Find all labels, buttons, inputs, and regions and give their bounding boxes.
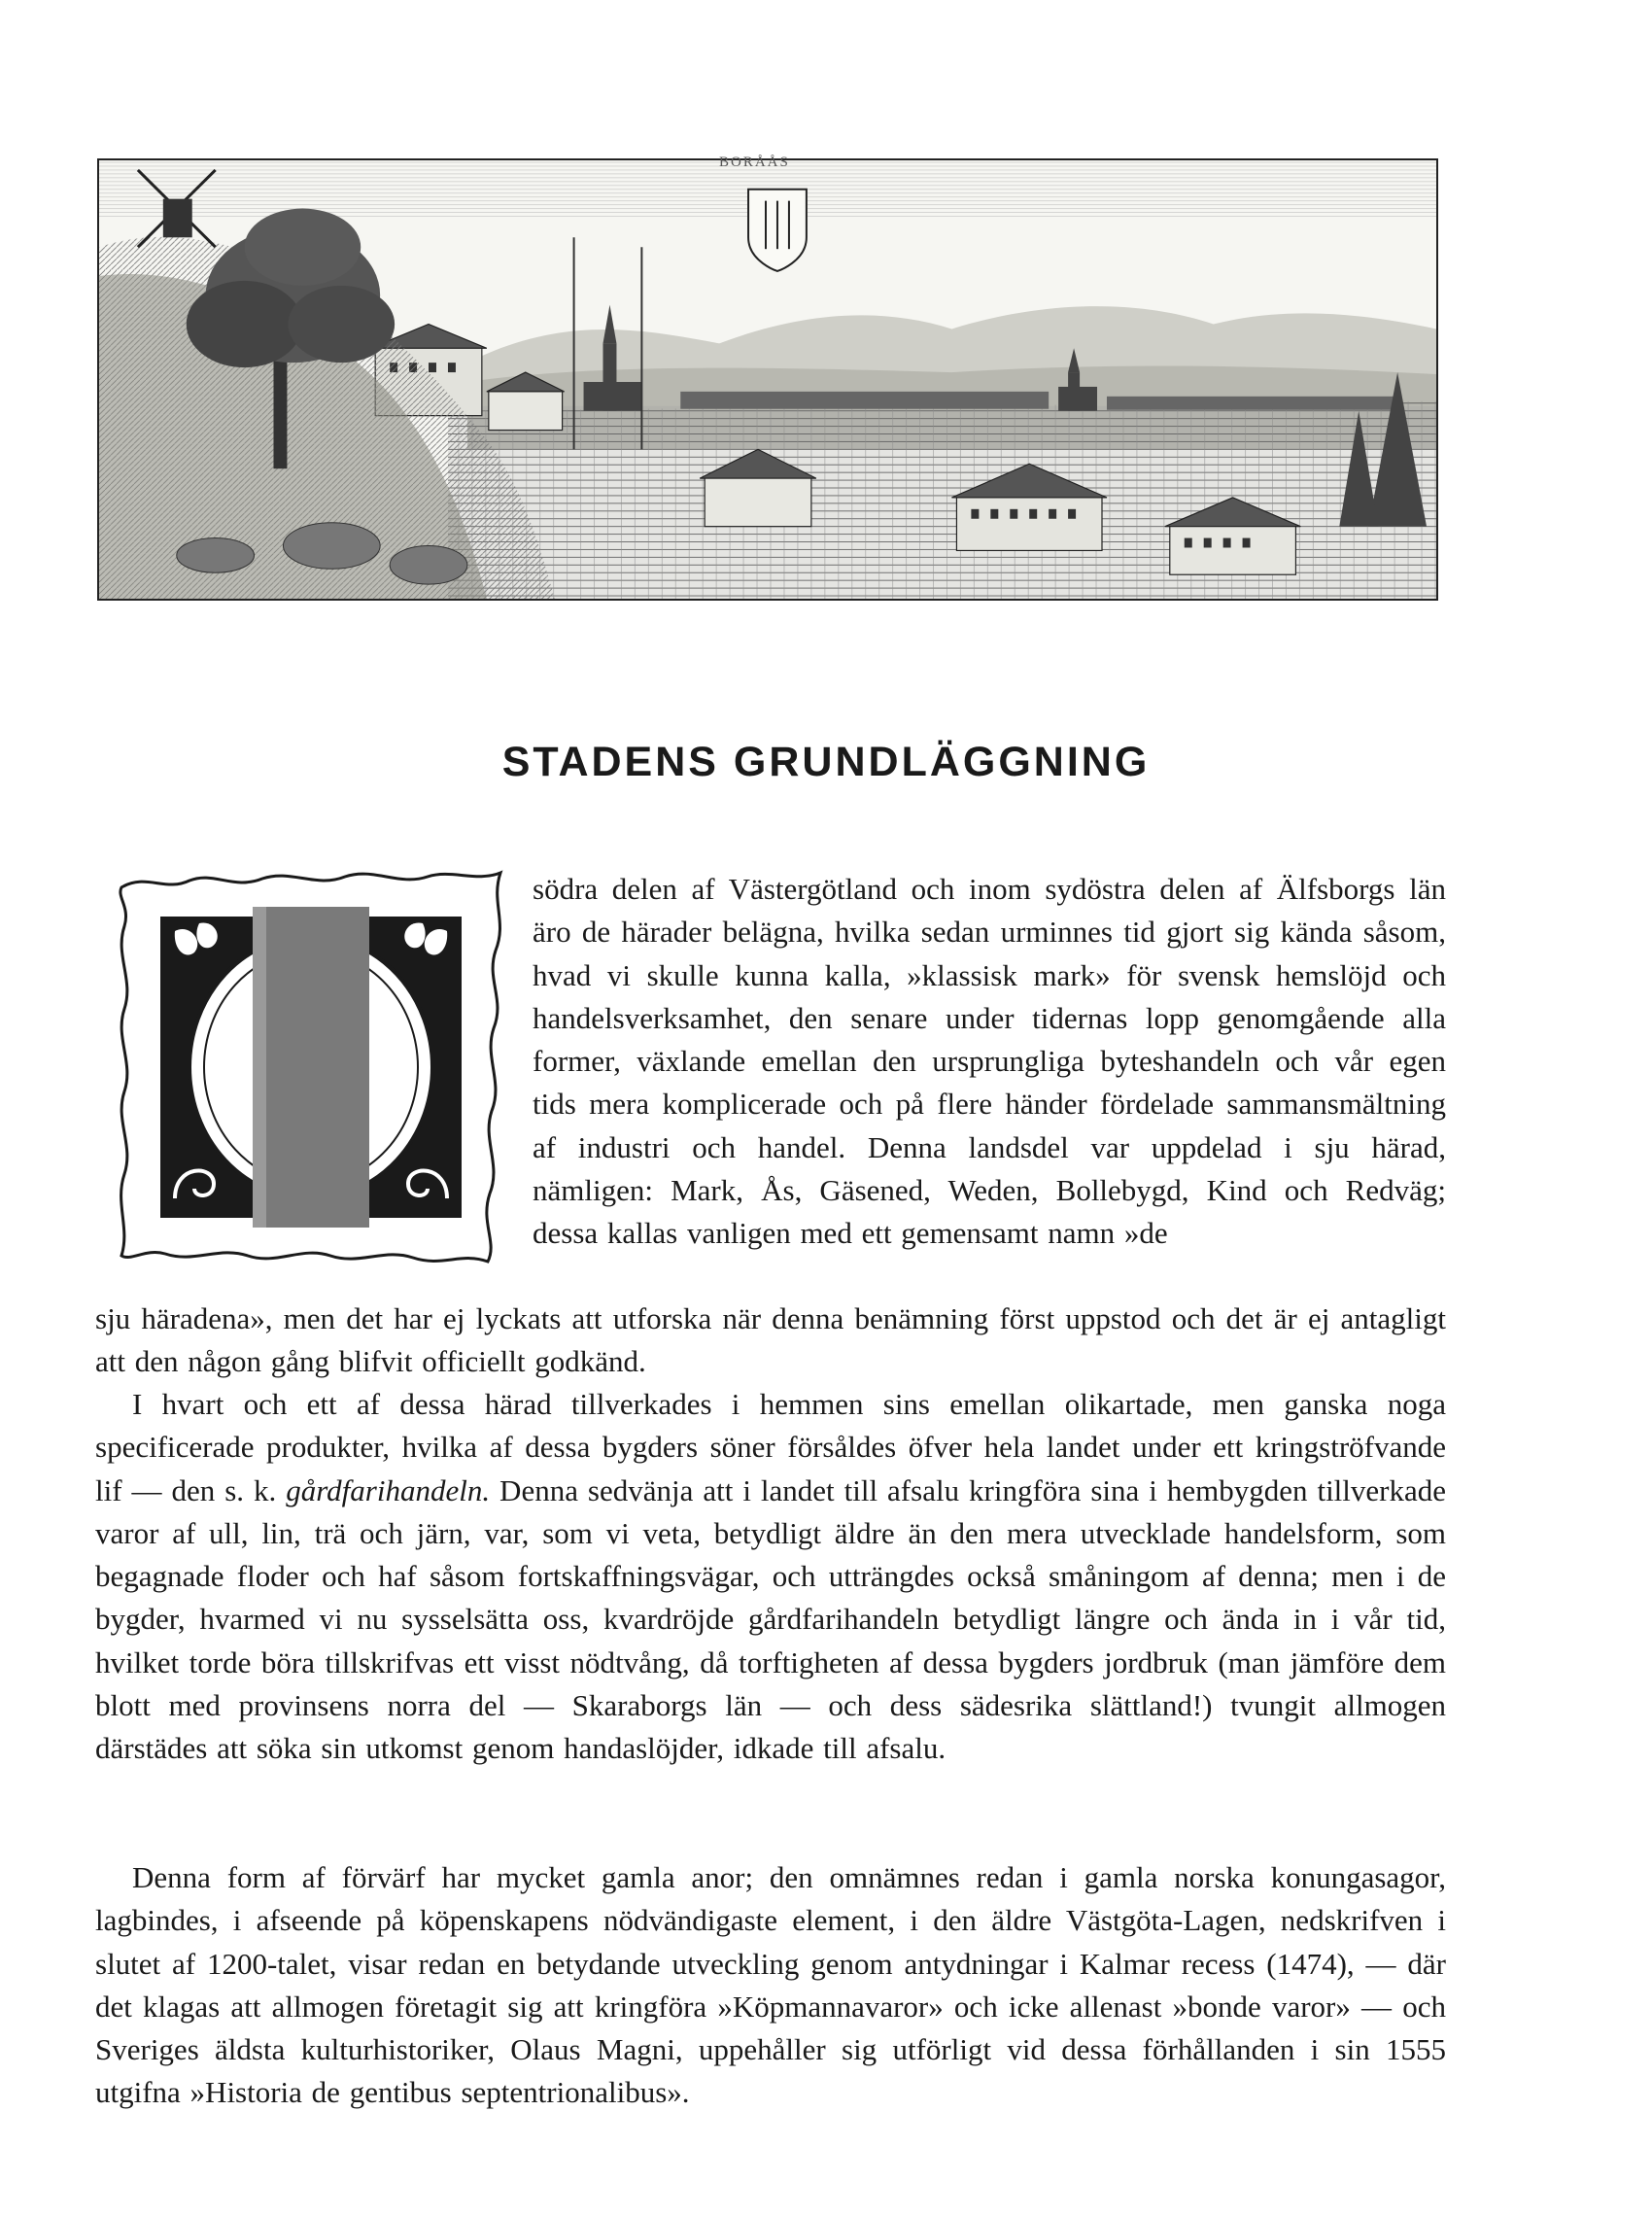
chapter-title: STADENS GRUNDLÄGGNING (501, 739, 1151, 785)
paragraph-2-part2: Denna sedvänja att i landet till afsalu kringföra sina i hembygden tillverkade varor af ull, lin, trä och järn, var, som vi veta, betydligt äldre än den mera utvecklade handelsform, som begagnade floder och haf såsom fortskaffningsvägar, och utträngdes också småningom af denna; men i de bygder, hvarmed vi nu sysselsätta oss, kvardröjde gårdfarihandeln betydligt längre och ända in i vår tid, hvilket torde böra tillskrifvas ett visst nödtvång, då torftigheten af dessa bygders jordbruk (man jämföre dem blott med provinsens norra del — Skaraborgs län — och dess sädesrika slättland!) tvungit allmogen därstädes att söka sin utkomst genom handaslöjder, idkade till afsalu. (95, 1472, 1447, 1766)
engraving-drawing (99, 160, 1436, 599)
town-panorama-engraving (97, 158, 1438, 601)
paragraph-2-emphasis: gårdfarihandeln. (286, 1472, 491, 1507)
paragraph-2 (95, 1383, 1446, 1771)
paragraph-1-continuation (95, 1298, 1446, 1384)
paragraph-3-text: Denna form af förvärf har mycket gamla anor; den omnämnes redan i gamla norska konungasagor, lagbindes, i afseende på köpenskapens nödvändigaste element, i den äldre Västgöta-Lagen, nedskrifven i slutet af 1200-talet, visar redan en betydande utveckling genom antydningar i Kalmar recess (1474), — där det klagas att allmogen företagit sig att kringföra »Köpmannavaror» och icke allenast »bonde varor» — och Sveriges äldsta kulturhistoriker, Olaus Magni, uppehåller sig utförligt vid dessa förhållanden i sin 1555 utgifna »Historia de gentibus septentrionalibus». (95, 1860, 1446, 2110)
paragraph-1-intro (533, 868, 1446, 1256)
engraving-caption: BORÅÅS (719, 155, 790, 170)
ornamental-initial-icon (107, 863, 515, 1269)
paragraph-1-full-text: sju häradena», men det har ej lyckats att utforska när denna benämning först uppstod och det är ej antagligt att den någon gång blifvit officiellt godkänd. (95, 1301, 1446, 1379)
paragraph-2-text (95, 1383, 1446, 1771)
paragraph-2-part1: I hvart och ett af dessa härad tillverkades i hemmen sins emellan olikartade, men ganska noga specificerade produkter, hvilka af dessa bygders söner försåldes öfver hela landet under ett kringströfvande lif — den s. k. (95, 1387, 1446, 1507)
paragraph-3 (95, 1856, 1446, 2115)
paragraph-1-narrow-text: södra delen af Västergötland och inom sydöstra delen af Älfsborgs län äro de härader belägna, hvilka sedan urminnes tid gjort sig kända såsom, hvad vi skulle kunna kalla, »klassisk mark» för svensk hemslöjd och handelsverksamhet, den senare under tidernas lopp genomgående alla former, växlande emellan den ursprungliga byteshandeln och vår egen tids mera komplicerade och på flere händer fördelade sammansmältning af industri och handel. Denna landsdel var uppdelad i sju härad, nämligen: Mark, Ås, Gäsened, Weden, Bollebygd, Kind och Redväg; dessa kallas vanligen med ett gemensamt namn »de (533, 872, 1446, 1251)
